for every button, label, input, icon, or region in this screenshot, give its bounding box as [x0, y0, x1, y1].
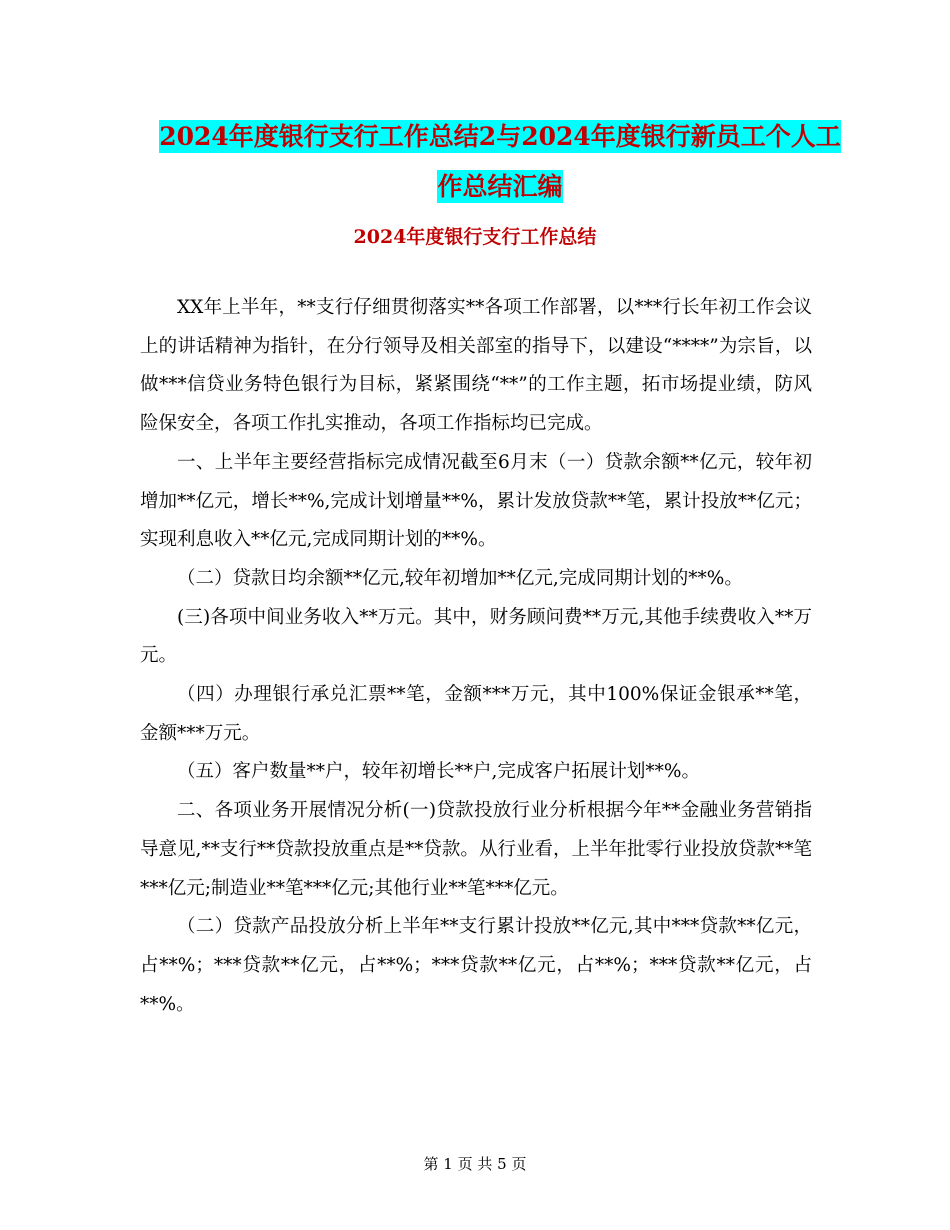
document-title	[150, 112, 850, 212]
paragraph-product-analysis: （二）贷款产品投放分析上半年**支行累计投放**亿元,其中***贷款**亿元，占**%；***贷款**亿元，占**%；***贷款**亿元，占**%；***贷款**亿元，占**%。	[140, 916, 812, 1015]
paragraph-indicators: 一、上半年主要经营指标完成情况截至6月末（一）贷款余额**亿元，较年初增加**亿元，增长**%,完成计划增量**%，累计发放贷款**笔，累计投放**亿元；实现利息收入**亿元,完成同期计划的**%。	[140, 451, 812, 551]
page-footer: 第 1 页 共 5 页	[423, 1155, 527, 1173]
paragraph-customers: （五）客户数量**户，较年初增长**户,完成客户拓展计划**%。	[177, 761, 700, 783]
paragraph-acceptance-bills: （四）办理银行承兑汇票**笔，金额***万元，其中100%保证金银承**笔，金额***万元。	[140, 684, 812, 744]
document-body	[140, 289, 812, 1024]
paragraph-intermediate-income: (三)各项中间业务收入**万元。其中，财务顾问费**万元,其他手续费收入**万元。	[140, 606, 812, 667]
paragraph-daily-balance: （二）贷款日均余额**亿元,较年初增加**亿元,完成同期计划的**%。	[177, 567, 743, 589]
paragraph-intro: XX年上半年，**支行仔细贯彻落实**各项工作部署，以***行长年初工作会议上的讲话精神为指针，在分行领导及相关部室的指导下，以建设“****”为宗旨，以做***信贷业务特色银行为目标，紧紧围绕“**”的工作主题，拓市场提业绩，防风险保安全，各项工作扎实推动，各项工作指标均已完成。	[140, 297, 812, 435]
document-title-text: 2024年度银行支行工作总结2与2024年度银行新员工个人工作总结汇编	[159, 122, 841, 201]
section-title: 2024年度银行支行工作总结	[353, 226, 597, 248]
paragraph-industry-analysis: 二、各项业务开展情况分析(一)贷款投放行业分析根据今年**金融业务营销指导意见,**支行**贷款投放重点是**贷款。从行业看，上半年批零行业投放贷款**笔***亿元;制造业**笔***亿元;其他行业**笔***亿元。	[140, 800, 812, 899]
